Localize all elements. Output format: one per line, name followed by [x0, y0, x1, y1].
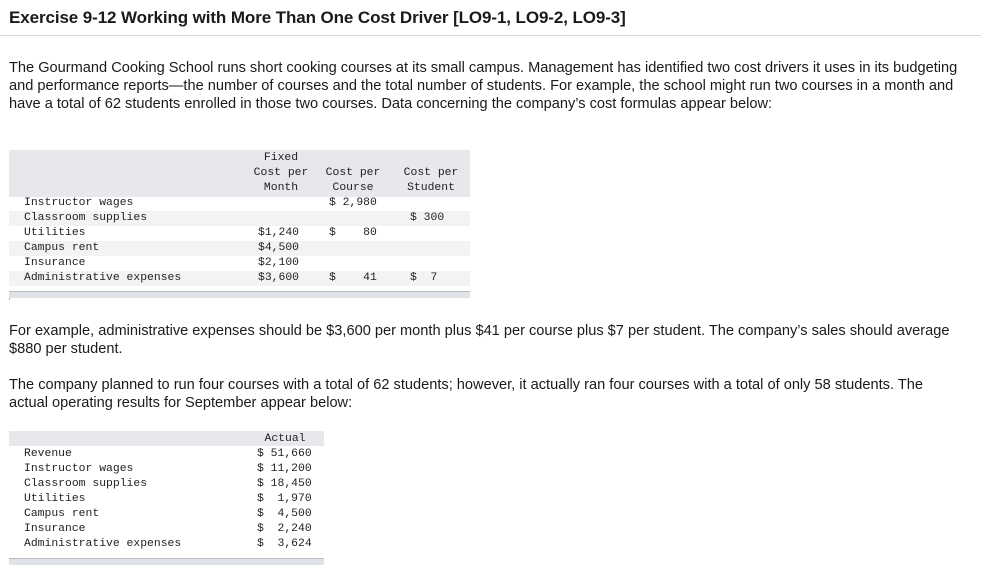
row-label: Campus rent — [24, 242, 100, 254]
actual-value: $ 11,200 — [257, 463, 312, 475]
table-row — [9, 241, 470, 256]
row-label: Utilities — [24, 493, 86, 505]
header-fixed-line1: Fixed — [263, 152, 299, 164]
row-label: Administrative expenses — [24, 272, 182, 284]
header-student-line1: Cost per — [403, 167, 459, 179]
row-label: Insurance — [24, 257, 86, 269]
cost-formula-table — [9, 150, 470, 300]
fixed-value: $2,100 — [258, 257, 300, 269]
table-row — [9, 447, 324, 462]
student-value: $ 300 — [410, 212, 445, 224]
header-fixed-line3: Month — [263, 182, 299, 194]
header-fixed-line2: Cost per — [253, 167, 309, 179]
actual-value: $ 4,500 — [257, 508, 312, 520]
title-divider — [0, 35, 981, 36]
fixed-value: $1,240 — [258, 227, 300, 239]
intro-paragraph: The Gourmand Cooking School runs short cooking courses at its small campus. Management has identified two cost drivers it uses in its budgeting and performance reports—the number of courses and the total number of students. For example, the school might run two courses in a month and have a total of 62 students enrolled in those two courses. Data concerning the company’s cost formulas appear below: — [9, 60, 958, 112]
planned-paragraph: The company planned to run four courses with a total of 62 students; however, it actually ran four courses with a total of only 58 students. The actual operating results for September appear below: — [9, 377, 923, 411]
header-actual: Actual — [264, 433, 306, 445]
actual-value: $ 2,240 — [257, 523, 312, 535]
course-value: $ 41 — [329, 272, 377, 284]
actual-value: $ 18,450 — [257, 478, 312, 490]
header-student-line2: Student — [407, 182, 455, 194]
course-value: $ 80 — [329, 227, 377, 239]
actual-results-table — [9, 431, 324, 567]
table-row — [9, 256, 470, 271]
row-label: Classroom supplies — [24, 478, 148, 490]
table-row — [9, 211, 470, 226]
header-course-line2: Course — [332, 182, 374, 194]
table-row — [9, 477, 324, 492]
table-row — [9, 271, 470, 286]
example-paragraph: For example, administrative expenses should be $3,600 per month plus $41 per course plus $7 per student. The company’s sales should average $880 per student. — [9, 323, 950, 357]
fixed-value: $3,600 — [258, 272, 300, 284]
table-row — [9, 196, 470, 211]
student-value: $ 7 — [410, 272, 438, 284]
row-label: Instructor wages — [24, 197, 134, 209]
actual-table-bottom-bar — [9, 558, 324, 565]
row-label: Insurance — [24, 523, 86, 535]
header-course-line1: Cost per — [325, 167, 381, 179]
actual-value: $ 1,970 — [257, 493, 312, 505]
table-row — [9, 226, 470, 241]
actual-value: $ 3,624 — [257, 538, 312, 550]
row-label: Administrative expenses — [24, 538, 182, 550]
row-label: Utilities — [24, 227, 86, 239]
fixed-value: $4,500 — [258, 242, 300, 254]
row-label: Revenue — [24, 448, 72, 460]
table-row — [9, 462, 324, 477]
row-label: Campus rent — [24, 508, 100, 520]
row-label: Instructor wages — [24, 463, 134, 475]
table-row — [9, 507, 324, 522]
table-row — [9, 537, 324, 552]
row-label: Classroom supplies — [24, 212, 148, 224]
table-row — [9, 522, 324, 537]
table-row — [9, 492, 324, 507]
exercise-title: Exercise 9-12 Working with More Than One Cost Driver [LO9-1, LO9-2, LO9-3] — [9, 8, 626, 27]
course-value: $ 2,980 — [329, 197, 377, 209]
actual-value: $ 51,660 — [257, 448, 312, 460]
cost-table-bottom-bar — [9, 291, 470, 298]
